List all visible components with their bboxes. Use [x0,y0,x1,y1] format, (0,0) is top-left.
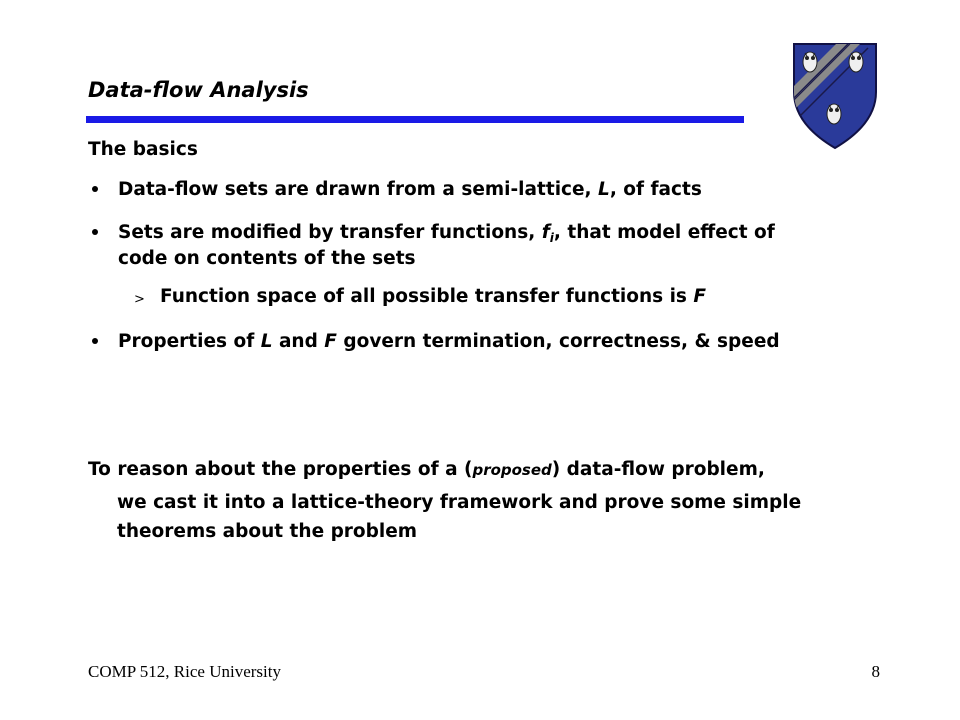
owl-icon [827,104,841,124]
slide-title: Data-flow Analysis [88,78,309,102]
paragraph-line-2: we cast it into a lattice-theory framework and prove some simple [117,492,802,513]
footer-course: COMP 512, Rice University [88,662,281,681]
bullet-2-line-1: Sets are modified by transfer functions, $f_i$, that model effect of [118,222,775,245]
footer-page-number: 8 [871,662,880,681]
sub-bullet-text: Function space of all possible transfer functions is F [160,286,707,307]
owl-icon [849,52,863,72]
bullet-dot [92,338,98,344]
owl-icon [803,52,817,72]
sub-bullet-marker: > [134,292,145,307]
paragraph-line-1: To reason about the properties of a (proposed) data-flow problem, [88,459,765,480]
section-heading: The basics [88,139,198,160]
bullet-3-text: Properties of L and F govern termination, correctness, & speed [118,331,780,352]
bullet-dot [92,186,98,192]
bullet-2-line-2: code on contents of the sets [118,248,416,269]
bullet-1-text: Data-flow sets are drawn from a semi-lattice, L, of facts [118,179,702,200]
rice-crest-logo [790,40,880,150]
bullet-dot [92,229,98,235]
title-underline [86,116,744,123]
paragraph-line-3: theorems about the problem [117,521,418,542]
